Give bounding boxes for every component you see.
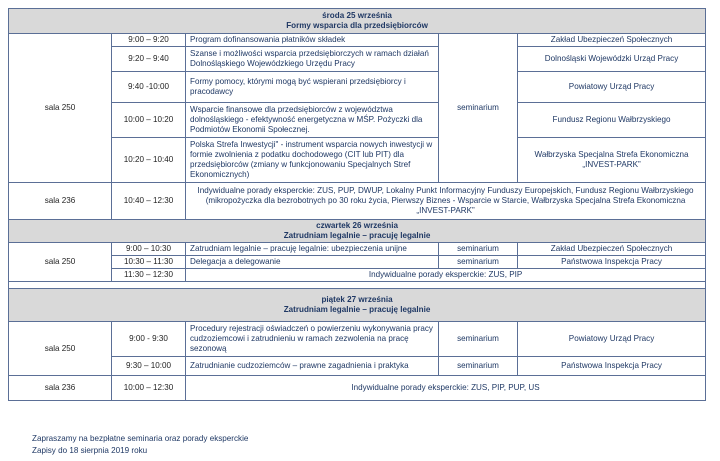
session-row (9, 256, 706, 269)
session-time: 11:30 – 12:30 (112, 269, 186, 282)
consult-text: Indywidualne porady eksperckie: ZUS, PIP, PUP, US (186, 376, 706, 401)
day-header (9, 220, 706, 243)
session-org: Wałbrzyska Specjalna Strefa Ekonomiczna „INVEST-PARK” (518, 138, 706, 183)
session-row (9, 34, 706, 47)
session-org: Fundusz Regionu Wałbrzyskiego (518, 103, 706, 138)
session-form: seminarium (439, 256, 518, 269)
session-row (9, 72, 706, 103)
session-time: 9:40 -10:00 (112, 72, 186, 103)
session-time: 10:00 – 10:20 (112, 103, 186, 138)
session-topic: Wsparcie finansowe dla przedsiębiorców z województwa dolnośląskiego - efektywność energetyczna w MŚP. Pożyczki dla Podmiotów Ekonomii Społecznej. (186, 103, 439, 138)
room-cell: sala 250 (9, 34, 112, 183)
consult-text: Indywidualne porady eksperckie: ZUS, PIP (186, 269, 706, 282)
session-row (9, 47, 706, 72)
session-time: 9:00 – 9:20 (112, 34, 186, 47)
session-form: seminarium (439, 357, 518, 376)
session-time: 9:00 – 10:30 (112, 243, 186, 256)
day-header (9, 289, 706, 322)
session-row (9, 103, 706, 138)
session-time: 10:40 – 12:30 (112, 183, 186, 220)
session-time: 10:20 – 10:40 (112, 138, 186, 183)
session-row (9, 243, 706, 256)
session-org: Zakład Ubezpieczeń Społecznych (518, 243, 706, 256)
room-cell: sala 250 (9, 322, 112, 376)
consult-row (9, 269, 706, 282)
day-theme: Zatrudniam legalnie – pracuję legalnie (283, 305, 431, 314)
session-form: seminarium (439, 34, 518, 183)
session-row (9, 357, 706, 376)
session-org: Państwowa Inspekcja Pracy (518, 256, 706, 269)
schedule-table (8, 8, 706, 401)
session-org: Dolnośląski Wojewódzki Urząd Pracy (518, 47, 706, 72)
session-org: Powiatowy Urząd Pracy (518, 322, 706, 357)
session-time: 10:30 – 11:30 (112, 256, 186, 269)
session-org: Państwowa Inspekcja Pracy (518, 357, 706, 376)
session-row (9, 322, 706, 357)
session-topic: Polska Strefa Inwestycji" - instrument wsparcia nowych inwestycji w formie zwolnienia z podatku dochodowego (CIT lub PIT) dla przedsiębiorców (zmiany w funkcjonowaniu Specjalnych Stref Ekonomicznych) (186, 138, 439, 183)
consult-row (9, 376, 706, 401)
room-cell: sala 236 (9, 376, 112, 401)
room-cell: sala 250 (9, 243, 112, 282)
room-cell: sala 236 (9, 183, 112, 220)
day-theme: Zatrudniam legalnie – pracuję legalnie (283, 231, 431, 240)
consult-row (9, 183, 706, 220)
day-header (9, 9, 706, 34)
consult-text: Indywidualne porady eksperckie: ZUS, PUP, DWUP, Lokalny Punkt Informacyjny Funduszy Europejskich, Fundusz Regionu Wałbrzyskiego (mikropożyczka dla bezrobotnych po 30 roku życia, Pierwszy Biznes - Wsparcie w Starcie, Wałbrzyska Specjalna Strefa Ekonomiczna „INVEST-PARK” (186, 183, 706, 220)
session-topic: Zatrudnianie cudzoziemców – prawne zagadnienia i praktyka (186, 357, 439, 376)
day-date: czwartek 26 września (316, 221, 398, 230)
footer-deadline: Zapisy do 18 sierpnia 2019 roku (32, 446, 148, 455)
footer-invite: Zapraszamy na bezpłatne seminaria oraz porady eksperckie (32, 434, 249, 443)
session-topic: Program dofinansowania płatników składek (186, 34, 439, 47)
session-time: 9:20 – 9:40 (112, 47, 186, 72)
day-theme: Formy wsparcia dla przedsiębiorców (286, 21, 428, 30)
session-form: seminarium (439, 322, 518, 357)
day-date: piątek 27 września (321, 295, 393, 304)
spacer-row (9, 282, 706, 289)
session-form: seminarium (439, 243, 518, 256)
session-time: 10:00 – 12:30 (112, 376, 186, 401)
session-row (9, 138, 706, 183)
session-topic: Delegacja a delegowanie (186, 256, 439, 269)
session-topic: Procedury rejestracji oświadczeń o powierzeniu wykonywania pracy cudzoziemcowi i zatrudnieniu w ramach zezwolenia na pracę sezonową (186, 322, 439, 357)
session-topic: Formy pomocy, którymi mogą być wspierani przedsiębiorcy i pracodawcy (186, 72, 439, 103)
session-topic: Szanse i możliwości wsparcia przedsiębiorczych w ramach działań Dolnośląskiego Wojewódzkiego Urzędu Pracy (186, 47, 439, 72)
session-topic: Zatrudniam legalnie – pracuję legalnie: ubezpieczenia unijne (186, 243, 439, 256)
session-org: Zakład Ubezpieczeń Społecznych (518, 34, 706, 47)
session-time: 9:00 - 9:30 (112, 322, 186, 357)
day-date: środa 25 września (322, 11, 392, 20)
session-time: 9:30 – 10:00 (112, 357, 186, 376)
session-org: Powiatowy Urząd Pracy (518, 72, 706, 103)
